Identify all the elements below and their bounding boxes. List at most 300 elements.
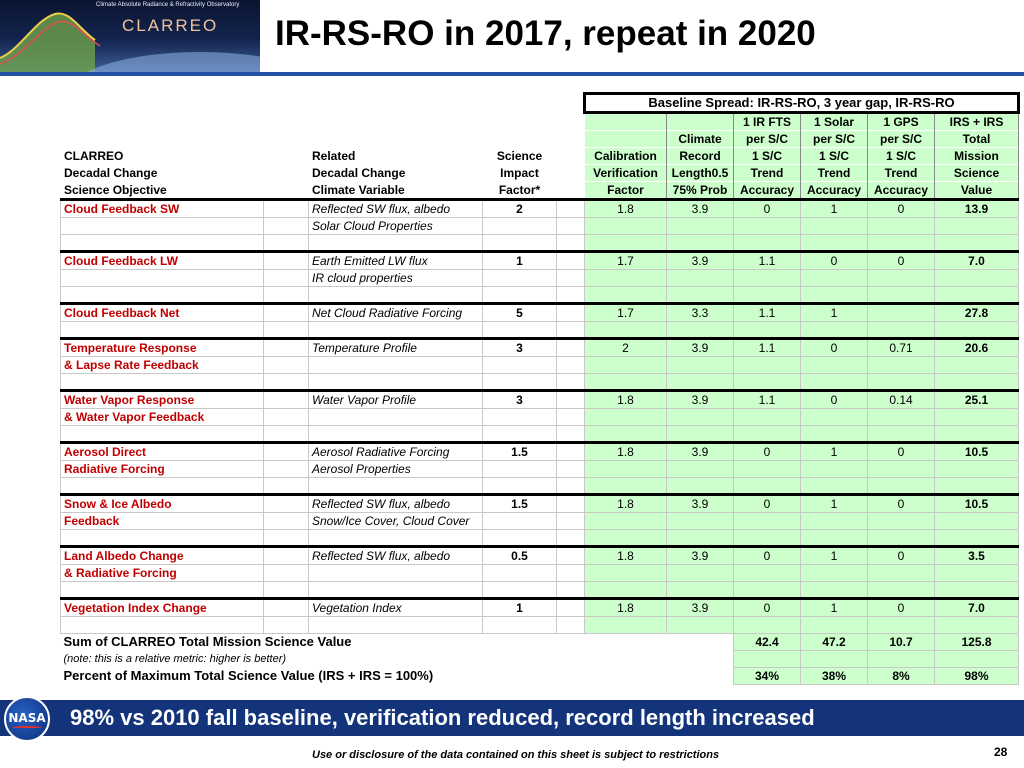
solar-header: 1 Solar (801, 113, 868, 131)
blank-cell (734, 374, 801, 391)
calibration-cell: 2 (585, 339, 667, 357)
spacer-cell (264, 304, 309, 322)
spacer-cell (557, 252, 585, 270)
total-cell: 7.0 (935, 599, 1019, 617)
blank-cell (585, 478, 667, 495)
impact-cell (483, 565, 557, 582)
separator-row (61, 235, 1019, 252)
spacer-cell (557, 599, 585, 617)
header-row (61, 182, 1019, 200)
solar-cell: 1 (801, 304, 868, 322)
spacer-cell (264, 565, 309, 582)
spacer-header (557, 182, 585, 200)
blank-cell (801, 426, 868, 443)
calibration-header (585, 131, 667, 148)
table-row (61, 409, 1019, 426)
impact-header: Science (496, 149, 543, 163)
blank-cell (557, 374, 585, 391)
total-cell: 20.6 (935, 339, 1019, 357)
calibration-cell: 1.8 (585, 599, 667, 617)
impact-header: Impact (500, 166, 539, 180)
objective-cell (61, 270, 264, 287)
blank-cell (801, 322, 868, 339)
percent-label: Percent of Maximum Total Science Value (IRS + IRS = 100%) (63, 668, 434, 683)
solar-cell (801, 513, 868, 530)
blank-cell (935, 478, 1019, 495)
record-cell: 3.9 (667, 391, 734, 409)
objective-cell: Cloud Feedback Net (61, 304, 264, 322)
spacer-cell (557, 565, 585, 582)
variable-cell: Vegetation Index (309, 599, 483, 617)
blank-cell (483, 617, 557, 634)
gps-cell (868, 270, 935, 287)
blank-cell (801, 287, 868, 304)
variable-header: Climate Variable (312, 183, 405, 197)
spacer-cell (264, 461, 309, 478)
record-header: Climate (667, 131, 734, 148)
irfts-cell (734, 409, 801, 426)
irfts-cell: 0 (734, 443, 801, 461)
record-cell: 3.9 (667, 443, 734, 461)
irfts-cell: 1.1 (734, 391, 801, 409)
objective-cell: Cloud Feedback LW (61, 252, 264, 270)
irfts-cell (734, 270, 801, 287)
objective-header: CLARREO (64, 149, 124, 163)
calibration-cell (585, 357, 667, 374)
calibration-header (585, 113, 667, 131)
irfts-header: 1 IR FTS (734, 113, 801, 131)
header-row (61, 131, 1019, 148)
blank-cell (734, 426, 801, 443)
sum-row (61, 634, 1019, 651)
impact-header (483, 131, 557, 148)
spacer-header (557, 113, 585, 131)
blank-cell (557, 582, 585, 599)
record-cell: 3.9 (667, 200, 734, 218)
record-cell (667, 357, 734, 374)
blank-cell (61, 478, 264, 495)
variable-cell: Net Cloud Radiative Forcing (309, 304, 483, 322)
variable-cell (309, 565, 483, 582)
table-row (61, 599, 1019, 617)
blank-cell (801, 374, 868, 391)
table-row (61, 218, 1019, 235)
gps-cell (868, 357, 935, 374)
blank-cell (264, 426, 309, 443)
header-row (61, 113, 1019, 131)
gps-cell: 0 (868, 443, 935, 461)
blank-cell (868, 478, 935, 495)
blank-cell (264, 617, 309, 634)
total-cell (935, 357, 1019, 374)
blank-cell (868, 322, 935, 339)
record-header: Length0.5 (667, 165, 734, 182)
solar-cell: 0 (801, 252, 868, 270)
spacer-cell (557, 304, 585, 322)
variable-cell: Aerosol Properties (309, 461, 483, 478)
blank-cell (868, 287, 935, 304)
gps-header: 1 GPS (868, 113, 935, 131)
table-row (61, 461, 1019, 478)
record-cell (667, 513, 734, 530)
spacer-cell (557, 409, 585, 426)
total-header: Value (935, 182, 1019, 200)
page-number: 28 (994, 745, 1008, 759)
blank-cell (309, 426, 483, 443)
total-cell (935, 218, 1019, 235)
impact-cell: 5 (483, 304, 557, 322)
total-cell: 7.0 (935, 252, 1019, 270)
spacer-cell (557, 357, 585, 374)
solar-cell (801, 461, 868, 478)
irfts-cell: 0 (734, 547, 801, 565)
record-header (667, 113, 734, 131)
blank-cell (264, 374, 309, 391)
impact-cell: 0.5 (483, 547, 557, 565)
clarreo-logo (0, 0, 260, 72)
baseline-title: Baseline Spread: IR-RS-RO, 3 year gap, IR-RS-RO (585, 94, 1019, 113)
blank-cell (61, 582, 264, 599)
blank-cell (734, 235, 801, 252)
spacer-cell (264, 357, 309, 374)
solar-cell: 1 (801, 200, 868, 218)
spacer-cell (557, 461, 585, 478)
record-cell (667, 409, 734, 426)
irfts-header: Trend (734, 165, 801, 182)
separator-row (61, 582, 1019, 599)
irfts-cell (734, 565, 801, 582)
spacer-cell (557, 270, 585, 287)
calibration-cell: 1.8 (585, 547, 667, 565)
blank-cell (483, 530, 557, 547)
solar-cell: 1 (801, 599, 868, 617)
blank-cell (483, 374, 557, 391)
blank-cell (61, 322, 264, 339)
blank-cell (868, 582, 935, 599)
calibration-cell: 1.8 (585, 443, 667, 461)
blank-cell (585, 582, 667, 599)
objective-header (61, 131, 264, 148)
gps-cell (868, 409, 935, 426)
irfts-cell: 1.1 (734, 252, 801, 270)
variable-cell (309, 409, 483, 426)
record-cell: 3.9 (667, 599, 734, 617)
calibration-header: Verification (585, 165, 667, 182)
impact-cell: 1 (483, 252, 557, 270)
irfts-cell: 1.1 (734, 304, 801, 322)
variable-cell: Water Vapor Profile (309, 391, 483, 409)
solar-cell: 1 (801, 547, 868, 565)
record-cell (667, 461, 734, 478)
conclusion-banner (0, 700, 1024, 736)
variable-cell: IR cloud properties (309, 270, 483, 287)
gps-cell: 0 (868, 495, 935, 513)
impact-cell: 3 (483, 339, 557, 357)
blank-cell (557, 322, 585, 339)
impact-cell (483, 357, 557, 374)
blank-cell (483, 426, 557, 443)
blank-cell (557, 617, 585, 634)
irfts-header: Accuracy (734, 182, 801, 200)
blank-cell (585, 530, 667, 547)
gps-header: Accuracy (868, 182, 935, 200)
variable-header: Decadal Change (312, 166, 406, 180)
spacer-cell (264, 270, 309, 287)
gps-cell: 0 (868, 252, 935, 270)
blank-cell (801, 530, 868, 547)
blank-cell (264, 287, 309, 304)
blank-cell (667, 617, 734, 634)
separator-row (61, 322, 1019, 339)
total-cell (935, 461, 1019, 478)
calibration-cell (585, 218, 667, 235)
blank-cell (264, 235, 309, 252)
record-cell (667, 565, 734, 582)
solar-header: 1 S/C (801, 148, 868, 165)
record-header: Record (667, 148, 734, 165)
gps-header: 1 S/C (868, 148, 935, 165)
blank-cell (734, 478, 801, 495)
blank-cell (309, 235, 483, 252)
percent-value: 98% (935, 668, 1019, 685)
gps-cell: 0 (868, 599, 935, 617)
irfts-cell (734, 357, 801, 374)
gps-cell (868, 304, 935, 322)
spacer-cell (557, 391, 585, 409)
header-row (61, 165, 1019, 182)
blank-cell (557, 235, 585, 252)
objective-cell (61, 218, 264, 235)
sum-value: 10.7 (868, 634, 935, 651)
gps-header: Trend (868, 165, 935, 182)
blank-cell (935, 651, 1019, 668)
percent-value: 38% (801, 668, 868, 685)
blank-cell (309, 530, 483, 547)
blank-cell (868, 426, 935, 443)
impact-cell: 1.5 (483, 495, 557, 513)
blank-cell (483, 478, 557, 495)
total-cell: 13.9 (935, 200, 1019, 218)
blank-cell (309, 617, 483, 634)
record-cell: 3.9 (667, 339, 734, 357)
banner-text: 98% vs 2010 fall baseline, verification reduced, record length increased (70, 705, 815, 730)
blank-cell (309, 322, 483, 339)
objective-header: Science Objective (64, 183, 167, 197)
spacer-cell (264, 599, 309, 617)
spectrum-graphic (0, 0, 260, 72)
blank-cell (483, 287, 557, 304)
total-cell: 3.5 (935, 547, 1019, 565)
objective-cell: Aerosol Direct (61, 443, 264, 461)
gps-cell (868, 513, 935, 530)
blank-cell (667, 426, 734, 443)
spacer-cell (264, 547, 309, 565)
percent-value: 34% (734, 668, 801, 685)
table-row (61, 200, 1019, 218)
blank-cell (483, 235, 557, 252)
variable-cell: Reflected SW flux, albedo (309, 495, 483, 513)
calibration-cell (585, 270, 667, 287)
impact-cell (483, 270, 557, 287)
blank-cell (734, 287, 801, 304)
sum-value: 47.2 (801, 634, 868, 651)
gps-cell: 0 (868, 200, 935, 218)
blank-cell (309, 374, 483, 391)
gps-cell: 0.14 (868, 391, 935, 409)
objective-cell: Cloud Feedback SW (61, 200, 264, 218)
blank-cell (667, 582, 734, 599)
blank-cell (309, 582, 483, 599)
blank-cell (935, 322, 1019, 339)
blank-cell (61, 426, 264, 443)
blank-cell (667, 374, 734, 391)
blank-cell (264, 322, 309, 339)
blank-cell (935, 374, 1019, 391)
table-row (61, 391, 1019, 409)
variable-cell: Solar Cloud Properties (309, 218, 483, 235)
objective-cell: & Radiative Forcing (61, 565, 264, 582)
gps-cell: 0.71 (868, 339, 935, 357)
blank-cell (264, 530, 309, 547)
spacer-header (557, 165, 585, 182)
record-cell (667, 270, 734, 287)
spacer-cell (264, 200, 309, 218)
irfts-header: per S/C (734, 131, 801, 148)
impact-cell: 1 (483, 599, 557, 617)
blank-cell (61, 374, 264, 391)
blank-cell (801, 582, 868, 599)
blank-cell (868, 374, 935, 391)
calibration-cell (585, 565, 667, 582)
impact-cell: 3 (483, 391, 557, 409)
spacer-cell (557, 218, 585, 235)
nasa-logo (4, 696, 50, 742)
nasa-logo-text: NASA (8, 711, 46, 725)
impact-cell: 1.5 (483, 443, 557, 461)
blank-cell (667, 287, 734, 304)
impact-cell (483, 513, 557, 530)
record-header: 75% Prob (667, 182, 734, 200)
gps-cell: 0 (868, 547, 935, 565)
total-header: Science (935, 165, 1019, 182)
blank-cell (585, 374, 667, 391)
spacer-cell (264, 443, 309, 461)
page-title: IR-RS-RO in 2017, repeat in 2020 (275, 14, 816, 53)
sum-value: 125.8 (935, 634, 1019, 651)
table-row (61, 357, 1019, 374)
percent-value: 8% (868, 668, 935, 685)
solar-cell (801, 270, 868, 287)
calibration-cell (585, 461, 667, 478)
blank-cell (309, 287, 483, 304)
variable-cell (309, 357, 483, 374)
blank-cell (585, 426, 667, 443)
solar-cell (801, 218, 868, 235)
percent-row (61, 668, 1019, 685)
blank-cell (61, 287, 264, 304)
irfts-header: 1 S/C (734, 148, 801, 165)
spacer-cell (557, 200, 585, 218)
variable-header (309, 113, 483, 131)
separator-row (61, 287, 1019, 304)
irfts-cell: 0 (734, 200, 801, 218)
spacer-header (264, 131, 309, 148)
spacer-cell (557, 443, 585, 461)
record-cell: 3.9 (667, 495, 734, 513)
record-cell: 3.3 (667, 304, 734, 322)
blank-cell (935, 617, 1019, 634)
blank-cell (935, 530, 1019, 547)
solar-cell: 0 (801, 339, 868, 357)
spacer-cell (557, 513, 585, 530)
blank-cell (734, 651, 801, 668)
blank-cell (868, 530, 935, 547)
variable-cell: Snow/Ice Cover, Cloud Cover (309, 513, 483, 530)
blank-cell (557, 530, 585, 547)
total-cell: 27.8 (935, 304, 1019, 322)
blank-cell (61, 235, 264, 252)
blank-cell (585, 322, 667, 339)
irfts-cell: 0 (734, 495, 801, 513)
separator-row (61, 426, 1019, 443)
blank-cell (935, 287, 1019, 304)
irfts-cell (734, 218, 801, 235)
sum-label: Sum of CLARREO Total Mission Science Value (63, 634, 352, 650)
variable-cell: Reflected SW flux, albedo (309, 547, 483, 565)
calibration-cell (585, 513, 667, 530)
separator-row (61, 478, 1019, 495)
spacer-cell (264, 218, 309, 235)
spacer-cell (557, 547, 585, 565)
table-row (61, 565, 1019, 582)
blank-cell (868, 617, 935, 634)
gps-cell (868, 218, 935, 235)
blank-cell (585, 235, 667, 252)
record-cell: 3.9 (667, 547, 734, 565)
solar-cell: 0 (801, 391, 868, 409)
objective-cell: & Water Vapor Feedback (61, 409, 264, 426)
spacer-cell (264, 495, 309, 513)
objective-cell: Land Albedo Change (61, 547, 264, 565)
record-cell (667, 218, 734, 235)
solar-cell: 1 (801, 495, 868, 513)
impact-cell (483, 409, 557, 426)
spacer-cell (264, 339, 309, 357)
blank-cell (801, 478, 868, 495)
variable-header: Related (312, 149, 356, 163)
blank-cell (868, 651, 935, 668)
total-header: Mission (935, 148, 1019, 165)
record-cell: 3.9 (667, 252, 734, 270)
science-value-table (60, 92, 1020, 685)
spacer-cell (264, 391, 309, 409)
spacer-cell (264, 513, 309, 530)
calibration-cell: 1.7 (585, 304, 667, 322)
blank-cell (667, 235, 734, 252)
note-text: (note: this is a relative metric: higher is better) (63, 653, 287, 665)
separator-row (61, 617, 1019, 634)
table-row (61, 252, 1019, 270)
solar-cell (801, 409, 868, 426)
blank-cell (557, 287, 585, 304)
total-header: IRS + IRS (935, 113, 1019, 131)
spacer-cell (557, 339, 585, 357)
total-cell (935, 565, 1019, 582)
calibration-cell: 1.8 (585, 200, 667, 218)
total-header: Total (935, 131, 1019, 148)
irfts-cell: 0 (734, 599, 801, 617)
blank-cell (734, 582, 801, 599)
